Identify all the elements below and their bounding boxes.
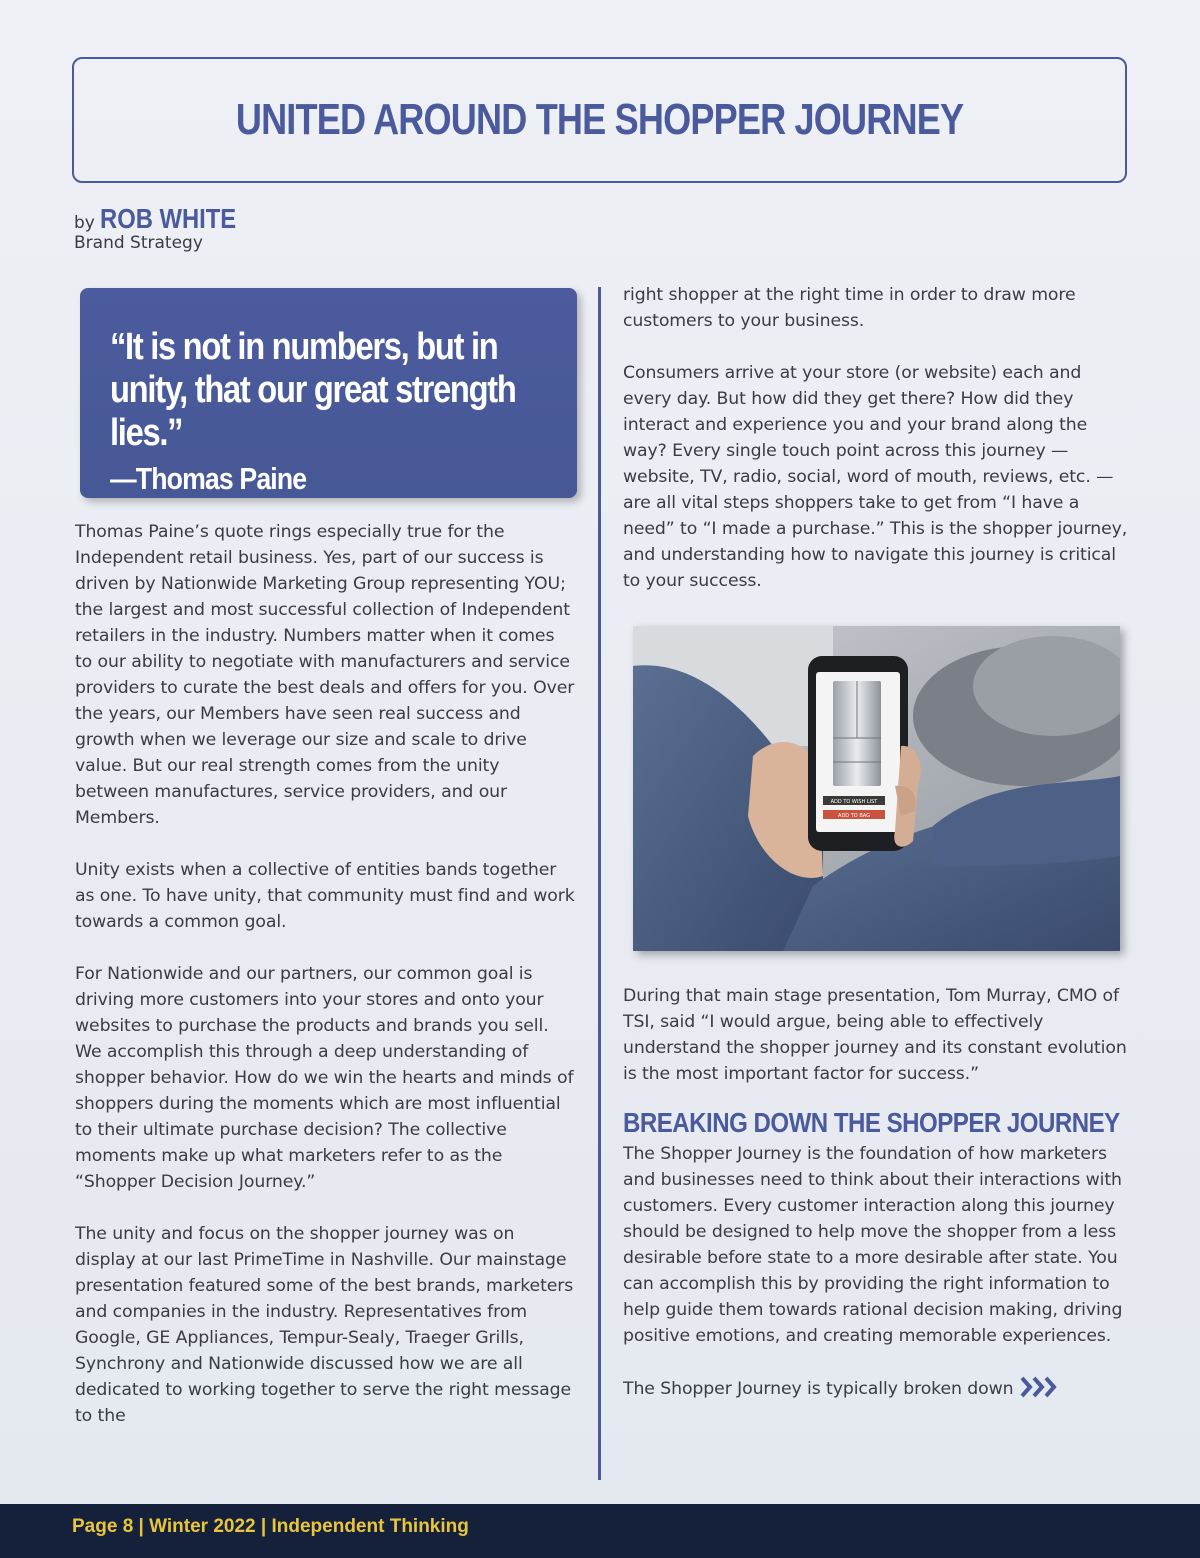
quote-text: “It is not in numbers, but in unity, that our great strength lies.” [110,326,516,454]
title-box [72,57,1127,183]
body-paragraph: Thomas Paine’s quote rings especially true for the Independent retail business. Yes, part of our success is driven by Nationwide Marketing Group representing YOU; the largest and most successful collection of Independent retailers in the industry. Numbers matter when it comes to our ability to negotiate with manufacturers and service providers to curate the best deals and offers for you. Over the years, our Members have seen real success and growth when we leverage our size and scale to drive value. But our real strength comes from the unity between manufactures, service providers, and our Members. [75,522,575,828]
column-divider [598,287,601,1480]
quote-attribution: —Thomas Paine [110,461,307,496]
body-paragraph: The unity and focus on the shopper journey was on display at our last PrimeTime in Nashville. Our mainstage presentation featured some of the best brands, marketers and companies in the industry. Representatives from Google, GE Appliances, Tempur-Sealy, Traeger Grills, Synchrony and Nationwide discussed how we are all dedicated to working together to serve the right message to the [75,1224,574,1426]
body-paragraph: Consumers arrive at your store (or website) each and every day. But how did they get there? How did they interact and experience you and your brand along the way? Every single touch point across this journey — website, TV, radio, social, word of mouth, reviews, etc. — are all vital steps shoppers take to get from “I have a need” to “I made a purchase.” This is the shopper journey, and understanding how to navigate this journey is critical to your success. [623,363,1128,591]
byline-by: by [74,213,95,233]
body-paragraph: The Shopper Journey is typically broken down [623,1379,1014,1399]
wishlist-button-label: ADD TO WISH LIST [830,799,878,805]
phone-shopping-photo [633,626,1120,951]
author-name: ROB WHITE [99,203,237,234]
body-paragraph: During that main stage presentation, Tom Murray, CMO of TSI, said “I would argue, being able to effectively understand the shopper journey and its constant evolution is the most important factor for success.” [623,986,1127,1084]
byline [74,203,260,253]
bag-button-label: ADD TO BAG [838,813,870,819]
continued-line [623,1375,1128,1403]
right-column-top [623,282,1128,620]
body-paragraph: right shopper at the right time in order to draw more customers to your business. [623,285,1076,331]
page-footer [0,1504,1200,1558]
pull-quote [80,288,577,498]
left-column [75,519,575,1455]
footer-text: Page 8 | Winter 2022 | Independent Thinking [72,1516,469,1537]
body-paragraph: For Nationwide and our partners, our common goal is driving more customers into your stores and onto your websites to purchase the products and brands you sell. We accomplish this through a deep understanding of shopper behavior. How do we win the hearts and minds of shoppers during the moments which are most influential to their ultimate purchase decision? The collective moments make up what marketers refer to as the “Shopper Decision Journey.” [75,964,574,1192]
page-title: UNITED AROUND THE SHOPPER JOURNEY [235,95,964,144]
author-department: Brand Strategy [74,233,203,253]
section-heading: BREAKING DOWN THE SHOPPER JOURNEY [623,1107,1120,1138]
body-paragraph: Unity exists when a collective of entities bands together as one. To have unity, that community must find and work towards a common goal. [75,860,575,932]
right-column-bottom [623,983,1128,1403]
continued-chevrons-icon [1019,1375,1059,1403]
body-paragraph: The Shopper Journey is the foundation of how marketers and businesses need to think about their interactions with customers. Every customer interaction along this journey should be designed to help move the shopper from a less desirable before state to a more desirable after state. You can accomplish this by providing the right information to help guide them towards rational decision making, driving positive emotions, and creating memorable experiences. [623,1144,1123,1346]
